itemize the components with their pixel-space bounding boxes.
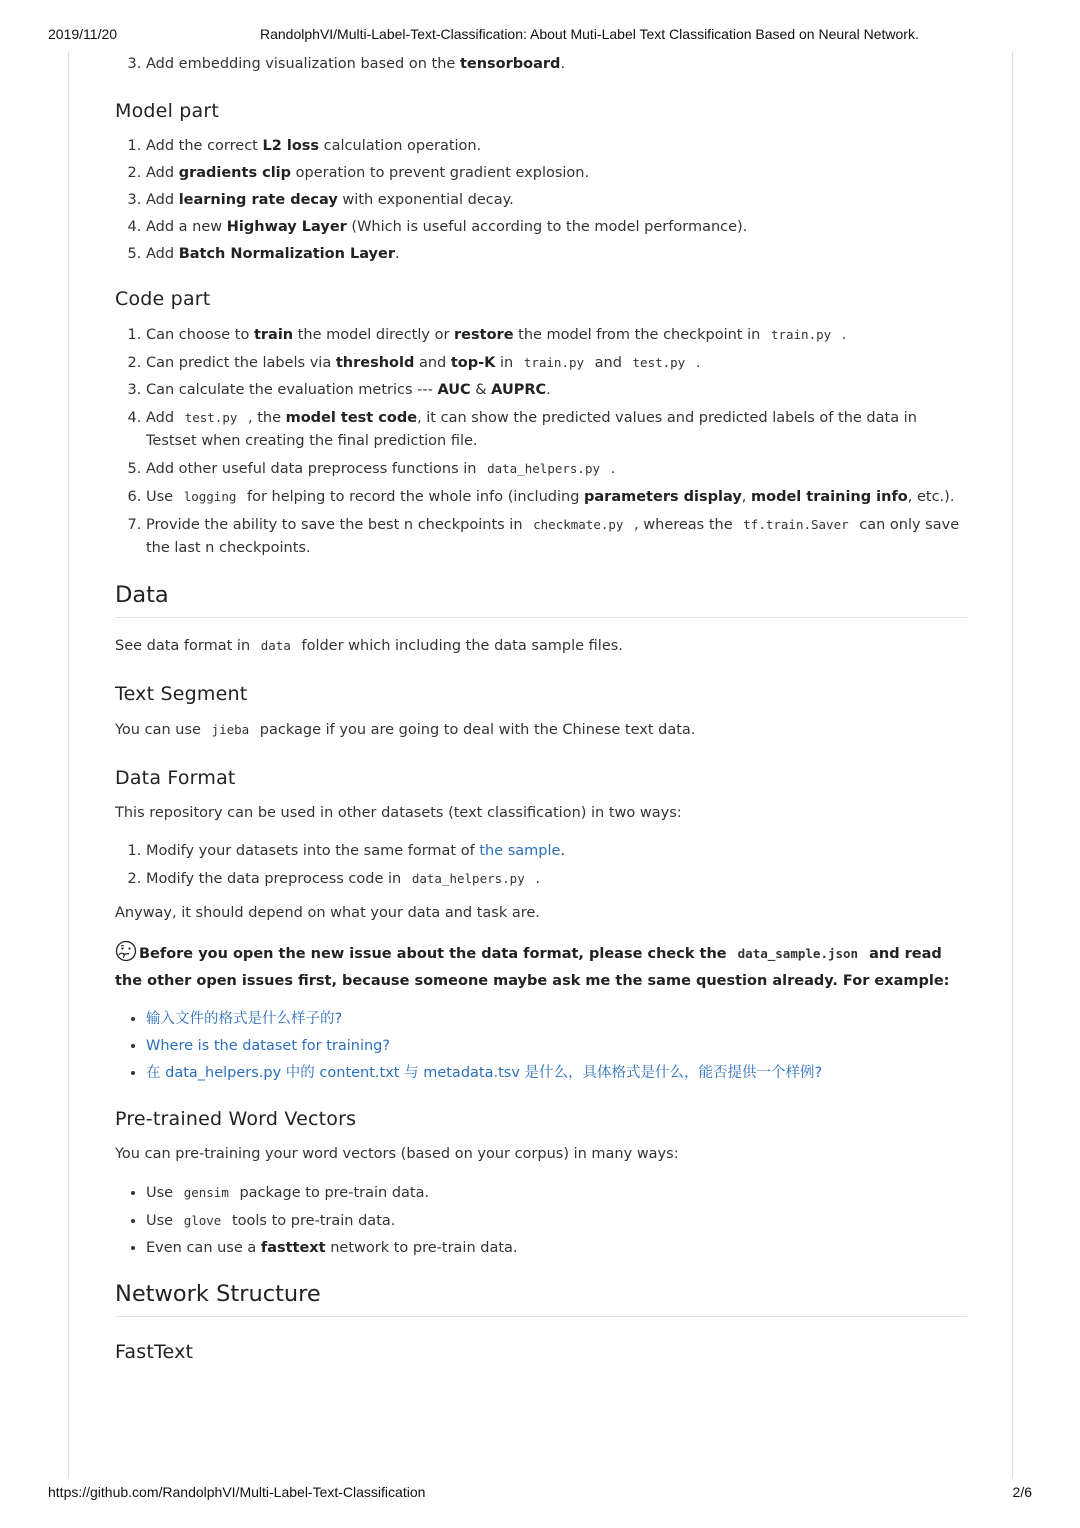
list-item: • Use gensim package to pre-train data. <box>146 1181 967 1205</box>
issue-link-metadata[interactable]: 在 data_helpers.py 中的 content.txt 与 metadata.tsv 是什么，具体格式是什么，能否提供一个样例? <box>146 1065 823 1081</box>
data-format-heading: Data Format <box>115 767 236 789</box>
list-item: 2. Add gradients clip operation to prevent gradient explosion. <box>146 162 967 185</box>
data-format-anyway: Anyway, it should depend on what your data and task are. <box>115 905 540 921</box>
list-item: 2. Modify the data preprocess code in data_helpers.py . <box>146 867 967 891</box>
issue-links-list <box>115 1008 967 1085</box>
data-section-heading: Data <box>115 584 967 618</box>
thinking-face-icon <box>115 940 137 970</box>
code-part-list <box>115 323 967 560</box>
list-item: 7. Provide the ability to save the best n checkpoints in checkmate.py , whereas the tf.train.Saver can only save the last n checkpoints. <box>146 513 967 560</box>
list-item <box>146 1008 967 1031</box>
list-item: 4. Add a new Highway Layer (Which is useful according to the model performance). <box>146 216 967 239</box>
pretrained-intro: You can pre-training your word vectors (based on your corpus) in many ways: <box>115 1146 679 1162</box>
data-intro: See data format in data folder which including the data sample files. <box>115 638 623 654</box>
list-item: 1. Can choose to train the model directly or restore the model from the checkpoint in train.py . <box>146 323 967 347</box>
list-item <box>146 1035 967 1058</box>
data-format-list <box>115 840 967 891</box>
pretrained-list <box>115 1181 967 1260</box>
print-url: https://github.com/RandolphVI/Multi-Label-Text-Classification <box>48 1484 426 1500</box>
list-item: 5. Add other useful data preprocess functions in data_helpers.py . <box>146 457 967 481</box>
page-frame-right-line <box>1012 52 1013 1478</box>
text-segment-paragraph: You can use jieba package if you are going to deal with the Chinese text data. <box>115 722 696 738</box>
print-date: 2019/11/20 <box>48 26 118 42</box>
page-frame-left-line <box>68 52 69 1478</box>
list-item: 6. Use logging for helping to record the whole info (including parameters display, model training info, etc.). <box>146 485 967 509</box>
readme-content <box>115 52 967 1364</box>
list-item: 1. Add the correct L2 loss calculation operation. <box>146 135 967 158</box>
print-footer <box>48 1484 1032 1504</box>
top-list <box>115 53 967 76</box>
issue-link-input-format[interactable]: 输入文件的格式是什么样子的? <box>146 1011 343 1027</box>
model-part-list <box>115 135 967 266</box>
print-title: RandolphVI/Multi-Label-Text-Classification: About Muti-Label Text Classification Based on Neural Network. <box>260 26 919 42</box>
model-part-heading: Model part <box>115 100 220 122</box>
list-item <box>146 1062 967 1085</box>
fasttext-heading: FastText <box>115 1341 194 1363</box>
list-item: • Use glove tools to pre-train data. <box>146 1209 967 1233</box>
list-item: 5. Add Batch Normalization Layer. <box>146 243 967 266</box>
data-format-intro: This repository can be used in other datasets (text classification) in two ways: <box>115 805 682 821</box>
data-format-notice: Before you open the new issue about the data format, please check the data_sample.json and read the other open issues first, because someone maybe ask me the same question already. For example: <box>115 940 967 993</box>
print-header <box>48 26 1032 46</box>
issue-link-dataset[interactable]: Where is the dataset for training? <box>146 1038 391 1054</box>
text-segment-heading: Text Segment <box>115 683 248 705</box>
print-page-number: 2/6 <box>1012 1484 1032 1500</box>
list-item: 2. Can predict the labels via threshold and top-K in train.py and test.py . <box>146 351 967 375</box>
list-item: 1. Modify your datasets into the same format of the sample. <box>146 840 967 863</box>
list-item: 3. Add learning rate decay with exponential decay. <box>146 189 967 212</box>
list-item: 4. Add test.py , the model test code, it can show the predicted values and predicted labels of the data in Testset when creating the final prediction file. <box>146 406 967 453</box>
code-part-heading: Code part <box>115 288 211 310</box>
the-sample-link[interactable]: the sample <box>479 843 561 859</box>
list-item: 3. Add embedding visualization based on the tensorboard. <box>146 53 967 76</box>
pretrained-heading: Pre-trained Word Vectors <box>115 1108 357 1130</box>
list-item: • Even can use a fasttext network to pre-train data. <box>146 1237 967 1260</box>
list-item: 3. Can calculate the evaluation metrics --- AUC & AUPRC. <box>146 379 967 402</box>
network-structure-heading: Network Structure <box>115 1283 967 1317</box>
